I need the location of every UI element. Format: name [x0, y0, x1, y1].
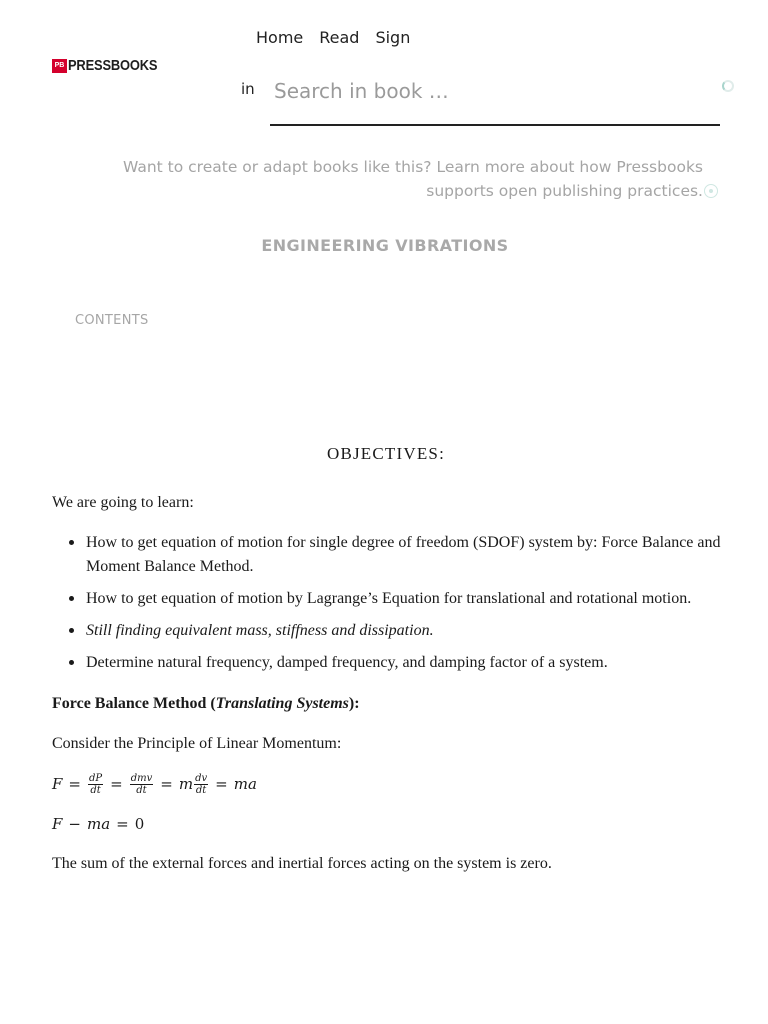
objective-item: Determine natural frequency, damped frequency, and damping factor of a system.	[52, 651, 732, 675]
book-title[interactable]: ENGINEERING VIBRATIONS	[261, 236, 509, 255]
promo-text[interactable]: Want to create or adapt books like this? Learn more about how Pressbooks supports open publishing practices.	[123, 158, 703, 200]
nav-read-link[interactable]: Read	[319, 28, 360, 47]
objective-item: How to get equation of motion by Lagrange’s Equation for translational and rotational motion.	[52, 587, 732, 611]
objectives-list	[52, 531, 732, 675]
intro-paragraph: We are going to learn:	[52, 494, 194, 511]
loading-spinner-icon	[722, 80, 734, 92]
objectives-heading: OBJECTIVES:	[326, 444, 446, 463]
logo-text: PRESSBOOKS	[68, 57, 158, 74]
pb-badge-icon: PB	[52, 59, 67, 73]
search-field	[270, 70, 720, 126]
search-input[interactable]	[270, 74, 720, 108]
pressbooks-logo[interactable]	[52, 57, 172, 74]
principle-paragraph: Consider the Principle of Linear Momentum:	[52, 735, 342, 752]
equation-force-balance: F − ma = 0	[52, 815, 145, 833]
promo-dismiss-icon[interactable]	[704, 184, 718, 198]
conclusion-paragraph: The sum of the external forces and inertial forces acting on the system is zero.	[52, 855, 552, 872]
top-nav	[256, 28, 426, 47]
contents-toggle[interactable]: CONTENTS	[75, 313, 149, 328]
nav-home-link[interactable]: Home	[256, 28, 304, 47]
section-title-emphasis: Translating Systems	[215, 695, 349, 712]
section-title: Force Balance Method (Translating Systems):	[52, 695, 360, 712]
objective-item: Still finding equivalent mass, stiffness and dissipation.	[52, 619, 732, 643]
nav-sign-link[interactable]: Sign	[375, 28, 411, 47]
equation-linear-momentum: F = $\frac{dP}{dt}$ = $\frac{\text{dmv}}{dt}$ = m $\frac{dv}{dt}$ = ma	[52, 772, 257, 796]
objective-item: How to get equation of motion for single degree of freedom (SDOF) system by: Force Balance and Moment Balance Method.	[52, 531, 732, 579]
nav-sign-in-link-continued[interactable]: in	[241, 80, 255, 98]
chapter-content	[52, 444, 732, 892]
